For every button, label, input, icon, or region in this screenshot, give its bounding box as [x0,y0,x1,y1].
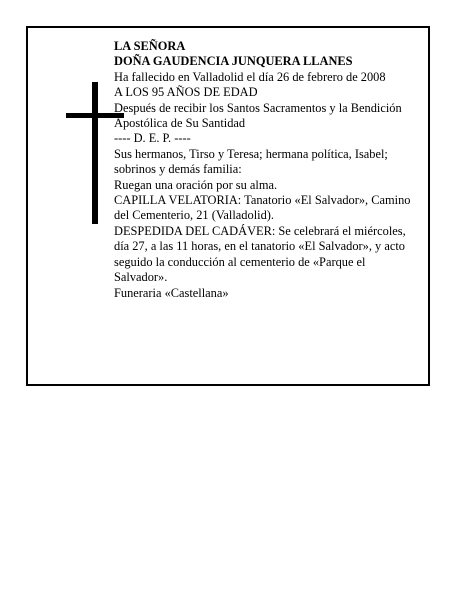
age-statement: A LOS 95 AÑOS DE EDAD [114,85,258,100]
cross-icon [92,82,98,224]
deceased-name: DOÑA GAUDENCIA JUNQUERA LLANES [114,54,353,69]
prayer-request: Ruegan una oración por su alma. [114,177,278,192]
chapel-info: CAPILLA VELATORIA: Tanatorio «El Salvador», Camino del Cementerio, 21 (Valladolid). [114,193,411,223]
obituary-text [114,39,420,301]
dep-line: ---- D. E. P. ---- [114,131,191,146]
passing-statement: Ha fallecido en Valladolid el día 26 de febrero de 2008 [114,69,386,84]
family-statement: Sus hermanos, Tirso y Teresa; hermana política, Isabel; sobrinos y demás familia: [114,146,388,177]
obituary-heading: LA SEÑORA [114,39,186,53]
funeral-home: Funeraria «Castellana» [114,285,229,300]
sacraments-statement: Después de recibir los Santos Sacramentos y la Bendición Apostólica de Su Santidad [114,100,402,131]
farewell-info: DESPEDIDA DEL CADÁVER: Se celebrará el miércoles, día 27, a las 11 horas, en el tanatorio «El Salvador», y acto seguido la conducción al cementerio de «Parque el Salvador». [114,223,406,285]
